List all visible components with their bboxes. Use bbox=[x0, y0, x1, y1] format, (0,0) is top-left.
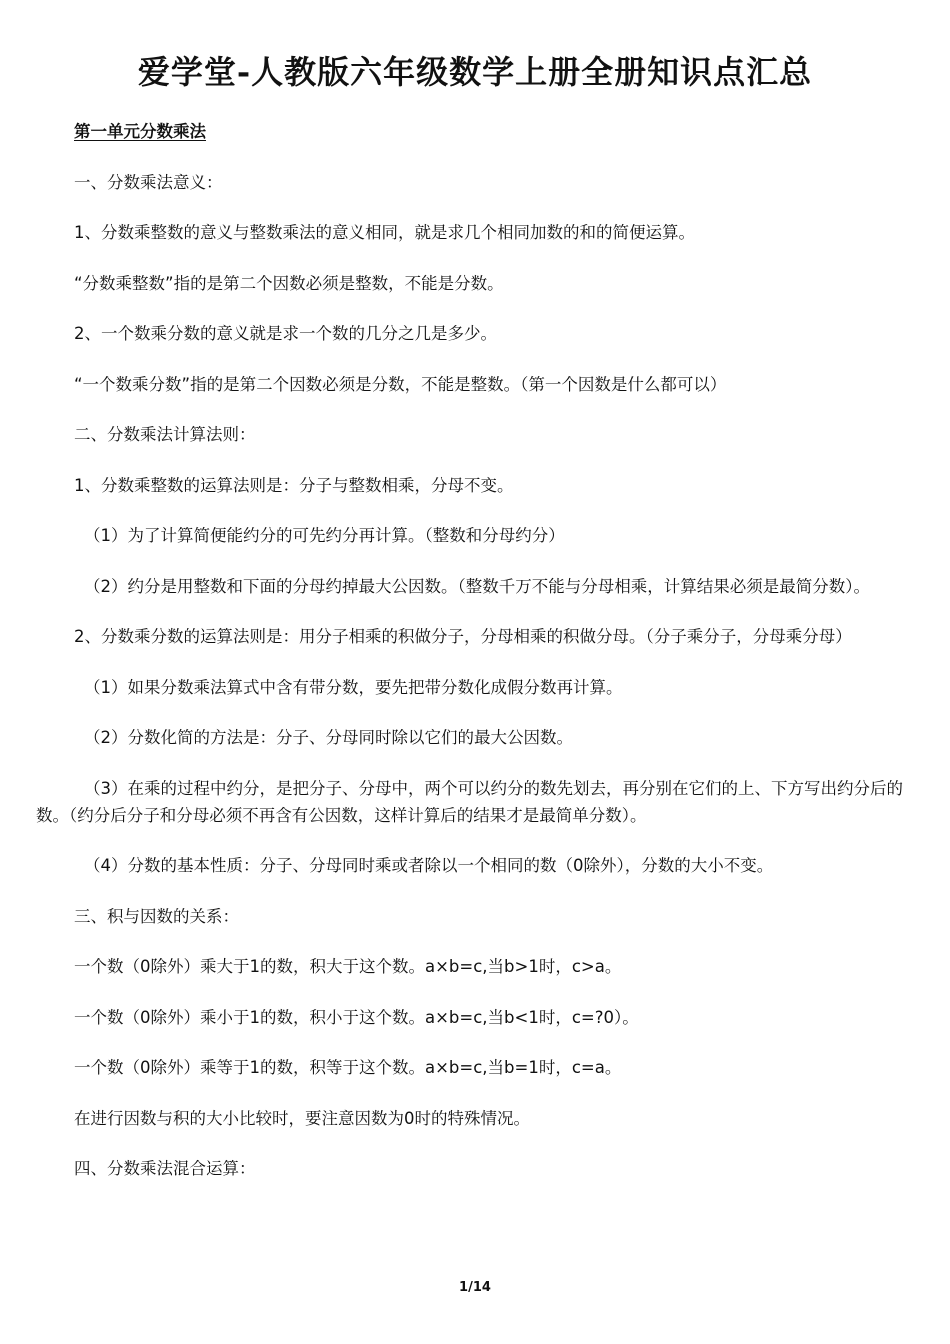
paragraph-14: （4）分数的基本性质：分子、分母同时乘或者除以一个相同的数（0除外），分数的大小不变。 bbox=[84, 856, 774, 875]
paragraph-6: 二、分数乘法计算法则： bbox=[74, 425, 256, 444]
paragraph-0: 第一单元分数乘法 bbox=[74, 122, 206, 141]
paragraph-7: 1、分数乘整数的运算法则是：分子与整数相乘，分母不变。 bbox=[74, 475, 514, 495]
paragraph-18: 一个数（0除外）乘等于1的数，积等于这个数。a×b=c,当b=1时，c=a。 bbox=[74, 1058, 622, 1077]
paragraph-13: （3）在乘的过程中约分，是把分子、分母中，两个可以约分的数先划去，再分别在它们的上、下方写出约分后的数。（约分后分子和分母必须不再含有公因数，这样计算后的结果才是最简单分数）。 bbox=[36, 778, 903, 825]
document-body bbox=[36, 118, 910, 1206]
paragraph-11: （1）如果分数乘法算式中含有带分数，要先把带分数化成假分数再计算。 bbox=[84, 677, 623, 697]
paragraph-4: 2、一个数乘分数的意义就是求一个数的几分之几是多少。 bbox=[74, 324, 497, 343]
paragraph-8: （1）为了计算简便能约分的可先约分再计算。（整数和分母约分） bbox=[84, 526, 565, 545]
paragraph-12: （2）分数化简的方法是：分子、分母同时除以它们的最大公因数。 bbox=[84, 728, 573, 747]
paragraph-15: 三、积与因数的关系： bbox=[74, 906, 239, 926]
paragraph-19: 在进行因数与积的大小比较时，要注意因数为0时的特殊情况。 bbox=[74, 1108, 530, 1128]
paragraph-3: “分数乘整数”指的是第二个因数必须是整数，不能是分数。 bbox=[74, 273, 504, 293]
paragraph-9: （2）约分是用整数和下面的分母约掉最大公因数。（整数千万不能与分母相乘，计算结果必须是最简分数）。 bbox=[84, 576, 870, 596]
paragraph-2: 1、分数乘整数的意义与整数乘法的意义相同，就是求几个相同加数的和的简便运算。 bbox=[74, 223, 695, 242]
paragraph-10: 2、分数乘分数的运算法则是：用分子相乘的积做分子，分母相乘的积做分母。（分子乘分子，分母乘分母） bbox=[74, 627, 852, 646]
document-title: 爱学堂-人教版六年级数学上册全册知识点汇总 bbox=[137, 53, 813, 91]
paragraph-17: 一个数（0除外）乘小于1的数，积小于这个数。a×b=c,当b<1时，c=?0）。 bbox=[74, 1007, 639, 1027]
page-number: 1/14 bbox=[459, 1280, 491, 1295]
paragraph-20: 四、分数乘法混合运算： bbox=[74, 1159, 256, 1178]
paragraph-1: 一、分数乘法意义： bbox=[74, 172, 223, 192]
paragraph-16: 一个数（0除外）乘大于1的数，积大于这个数。a×b=c,当b>1时，c>a。 bbox=[74, 957, 622, 976]
paragraph-5: “一个数乘分数”指的是第二个因数必须是分数，不能是整数。（第一个因数是什么都可以） bbox=[74, 374, 727, 394]
